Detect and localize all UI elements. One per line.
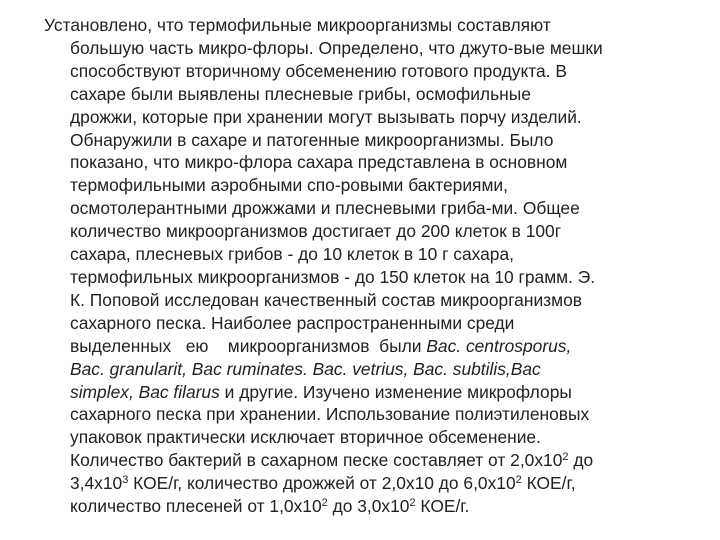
superscript: 2 [562,451,569,464]
text-segment: КОЕ/г, количество дрожжей от 2,0х10 до 6,0х10 [128,473,516,494]
text-line: количество микроорганизмов достигает до 200 клеток в 100г [70,221,562,242]
text-line [44,335,704,358]
text-line [44,495,704,518]
text-segment: КОЕ/г, [521,473,576,494]
text-line: Обнаружили в сахаре и патогенные микроорганизмы. Было [70,129,554,150]
text-line [44,472,704,495]
text-line: осмотолерантными дрожжами и плесневыми гриба-ми. Общее [70,198,580,219]
species-names-italic: Bac. centrosporus, [426,335,572,356]
text-line: дрожжи, которые при хранении могут вызывать порчу изделий. [70,106,582,127]
text-line: сахара, плесневых грибов - до 10 клеток в 10 г сахара, [70,244,514,265]
text-segment: количество плесеней от 1,0х10 [70,496,322,517]
species-names-italic: simplex, Bac filarus [70,381,220,402]
text-line: показано, что микро-флора сахара представлена в основном [70,152,568,173]
body-paragraph [44,14,704,518]
text-line: К. Поповой исследован качественный состав микроорганизмов [70,289,582,310]
text-line [44,449,704,472]
text-line: сахарного песка при хранении. Использование полиэтиленовых [70,404,590,425]
text-line [44,358,704,381]
text-segment: до 3,0х10 [327,496,410,517]
text-line [44,381,704,404]
text-line: Установлено, что термофильные микроорганизмы составляют [44,15,551,35]
text-segment: до [568,450,594,471]
superscript: 2 [321,497,328,510]
superscript: 2 [409,497,416,510]
superscript: 3 [122,474,129,487]
text-line: термофильных микроорганизмов - до 150 клеток на 10 грамм. Э. [70,266,596,287]
text-line: термофильными аэробными спо-ровыми бактериями, [70,175,508,196]
text-line: большую часть микро-флоры. Определено, что джуто-вые мешки [70,37,603,58]
superscript: 2 [515,474,522,487]
text-line: сахарного песка. Наиболее распространенными среди [70,312,515,333]
text-segment: и другие. Изучено изменение микрофлоры [219,381,572,402]
text-line: сахаре были выявлены плесневые грибы, осмофильные [70,83,531,104]
species-names-italic: Bac. granularit, Bac ruminates. Bac. vetrius, Bac. subtilis,Bac [70,358,541,379]
text-line: способствуют вторичному обсеменению готового продукта. В [70,60,567,81]
text-segment: Количество бактерий в сахарном песке составляет от 2,0х10 [70,450,563,471]
text-line: упаковок практически исключает вторичное обсеменение. [70,427,541,448]
text-segment: 3,4х10 [70,473,123,494]
text-segment: КОЕ/г. [415,496,470,517]
text-segment: выделенных ею микроорганизмов были [70,335,427,356]
